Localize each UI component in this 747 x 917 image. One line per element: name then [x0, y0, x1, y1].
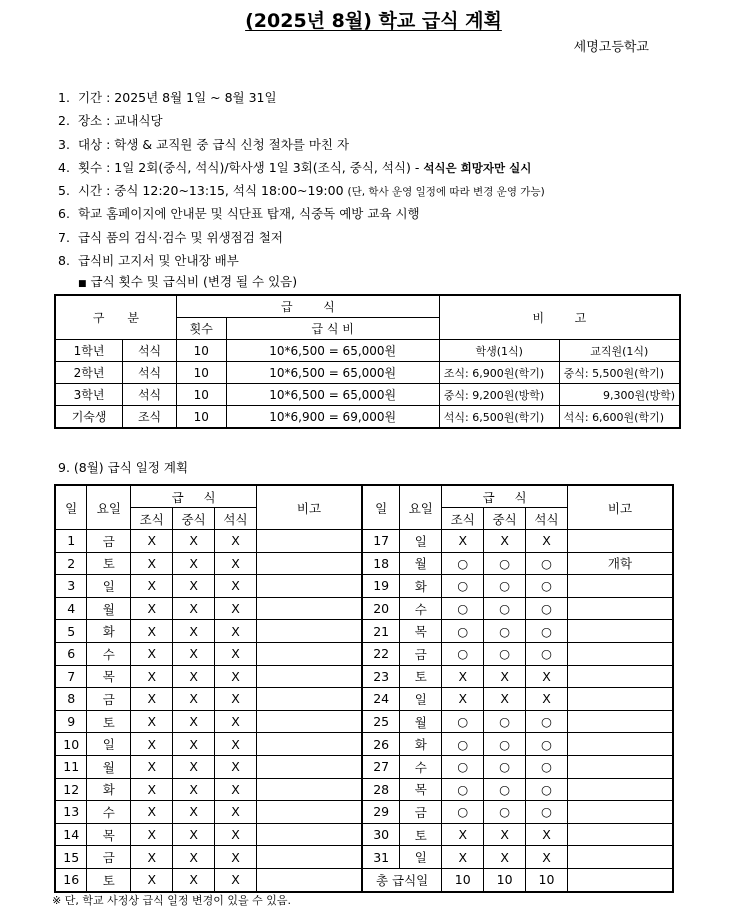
breakfast-cell: X — [131, 575, 173, 598]
note-staff-cell: 9,300원(방학) — [559, 384, 680, 406]
meal-cell: 석식 — [123, 384, 177, 406]
day-cell: 15 — [55, 846, 87, 869]
item-text: 장소 : 교내식당 — [77, 113, 163, 129]
footnote: ※ 단, 학교 사정상 급식 일정 변경이 있을 수 있음. — [52, 894, 291, 907]
dinner-cell: ○ — [526, 778, 568, 801]
grade-cell: 3학년 — [55, 384, 123, 406]
lunch-cell: X — [173, 710, 215, 733]
day-cell: 13 — [55, 801, 87, 824]
item-text: 급식 품의 검식·검수 및 위생점검 철저 — [77, 229, 283, 245]
note-cell — [256, 552, 362, 575]
day-cell: 4 — [55, 597, 87, 620]
header-breakfast: 조식 — [131, 508, 173, 530]
table-row — [55, 868, 673, 891]
note-cell — [256, 846, 362, 869]
breakfast-cell: ○ — [442, 575, 484, 598]
lunch-cell: ○ — [484, 575, 526, 598]
grade-cell: 1학년 — [55, 340, 123, 362]
dinner-cell: X — [215, 688, 257, 711]
dinner-cell: X — [215, 868, 257, 891]
dinner-cell: X — [215, 665, 257, 688]
lunch-cell: X — [173, 823, 215, 846]
breakfast-cell: X — [442, 823, 484, 846]
school-name: 세명고등학교 — [573, 40, 649, 55]
lunch-cell: ○ — [484, 710, 526, 733]
note-cell — [567, 733, 673, 756]
header-dinner: 석식 — [215, 508, 257, 530]
note-cell — [567, 642, 673, 665]
dinner-cell: ○ — [526, 620, 568, 643]
meal-fee-table — [54, 294, 681, 429]
list-item — [58, 156, 545, 179]
table-row — [55, 575, 673, 598]
day-cell: 27 — [362, 755, 400, 778]
lunch-cell: ○ — [484, 801, 526, 824]
list-item — [58, 202, 545, 225]
lunch-cell: X — [173, 575, 215, 598]
weekday-cell: 월 — [400, 710, 442, 733]
total-dinner: 10 — [526, 868, 568, 891]
breakfast-cell: X — [131, 778, 173, 801]
table-row — [55, 665, 673, 688]
table-row — [55, 406, 680, 429]
header-dinner: 석식 — [526, 508, 568, 530]
section-9-heading: 9. (8월) 급식 일정 계획 — [58, 460, 189, 475]
weekday-cell: 토 — [400, 823, 442, 846]
header-note: 비고 — [567, 485, 673, 530]
cost-cell: 10*6,500 = 65,000원 — [226, 362, 439, 384]
dinner-cell: ○ — [526, 755, 568, 778]
weekday-cell: 금 — [87, 688, 131, 711]
breakfast-cell: X — [131, 620, 173, 643]
header-breakfast: 조식 — [442, 508, 484, 530]
weekday-cell: 화 — [87, 620, 131, 643]
lunch-cell: X — [484, 665, 526, 688]
item-text: 횟수 : 1일 2회(중식, 석식)/학사생 1일 3회(조식, 중식, 석식) - — [77, 159, 424, 175]
weekday-cell: 수 — [87, 642, 131, 665]
header-meal: 급 식 — [131, 485, 257, 508]
cost-cell: 10*6,500 = 65,000원 — [226, 340, 439, 362]
lunch-cell: X — [484, 530, 526, 553]
breakfast-cell: X — [131, 733, 173, 756]
table-row — [55, 384, 680, 406]
list-item — [58, 86, 545, 109]
dinner-cell: ○ — [526, 552, 568, 575]
weekday-cell: 목 — [400, 620, 442, 643]
note-cell — [256, 868, 362, 891]
sub-item-text: 급식 횟수 및 급식비 (변경 될 수 있음) — [90, 274, 298, 290]
dinner-cell: X — [215, 642, 257, 665]
count-cell: 10 — [176, 406, 226, 429]
header-count: 횟수 — [176, 318, 226, 340]
day-cell: 16 — [55, 868, 87, 891]
weekday-cell: 목 — [87, 823, 131, 846]
list-item — [58, 109, 545, 132]
dinner-cell: X — [526, 665, 568, 688]
item-emphasis: 석식은 희망자만 실시 — [423, 160, 532, 175]
weekday-cell: 월 — [87, 755, 131, 778]
breakfast-cell: X — [442, 846, 484, 869]
day-cell: 19 — [362, 575, 400, 598]
lunch-cell: X — [173, 642, 215, 665]
item-number: 2. — [58, 113, 70, 129]
table-row — [55, 846, 673, 869]
lunch-cell: X — [173, 620, 215, 643]
weekday-cell: 화 — [400, 733, 442, 756]
note-cell — [567, 801, 673, 824]
lunch-cell: X — [173, 755, 215, 778]
day-cell: 17 — [362, 530, 400, 553]
day-cell: 28 — [362, 778, 400, 801]
note-student-cell: 조식: 6,900원(학기) — [439, 362, 559, 384]
breakfast-cell: X — [131, 846, 173, 869]
weekday-cell: 토 — [87, 552, 131, 575]
note-staff-cell: 중식: 5,500원(학기) — [559, 362, 680, 384]
day-cell: 10 — [55, 733, 87, 756]
lunch-cell: X — [173, 801, 215, 824]
weekday-cell: 일 — [87, 575, 131, 598]
table-row — [55, 620, 673, 643]
note-staff-cell: 석식: 6,600원(학기) — [559, 406, 680, 429]
dinner-cell: X — [215, 710, 257, 733]
breakfast-cell: X — [442, 530, 484, 553]
note-student-cell: 중식: 9,200원(방학) — [439, 384, 559, 406]
day-cell: 9 — [55, 710, 87, 733]
day-cell: 18 — [362, 552, 400, 575]
day-cell: 21 — [362, 620, 400, 643]
square-bullet-icon: ■ — [78, 279, 87, 290]
dinner-cell: X — [215, 778, 257, 801]
lunch-cell: X — [173, 665, 215, 688]
dinner-cell: X — [215, 801, 257, 824]
sub-item — [58, 272, 545, 292]
breakfast-cell: X — [131, 801, 173, 824]
lunch-cell: ○ — [484, 778, 526, 801]
list-item — [58, 133, 545, 156]
list-item — [58, 249, 545, 272]
day-cell: 30 — [362, 823, 400, 846]
header-day: 일 — [362, 485, 400, 530]
dinner-cell: X — [215, 755, 257, 778]
note-cell — [567, 597, 673, 620]
header-day: 일 — [55, 485, 87, 530]
day-cell: 8 — [55, 688, 87, 711]
dinner-cell: X — [215, 823, 257, 846]
breakfast-cell: X — [131, 530, 173, 553]
day-cell: 5 — [55, 620, 87, 643]
grade-cell: 2학년 — [55, 362, 123, 384]
header-lunch: 중식 — [484, 508, 526, 530]
note-cell — [256, 823, 362, 846]
day-cell: 14 — [55, 823, 87, 846]
note-cell — [256, 665, 362, 688]
lunch-cell: X — [173, 868, 215, 891]
breakfast-cell: X — [442, 688, 484, 711]
dinner-cell: X — [215, 530, 257, 553]
list-item — [58, 226, 545, 249]
note-student-cell: 학생(1식) — [439, 340, 559, 362]
note-student-cell: 석식: 6,500원(학기) — [439, 406, 559, 429]
table-row — [55, 755, 673, 778]
weekday-cell: 일 — [400, 846, 442, 869]
lunch-cell: X — [484, 823, 526, 846]
day-cell: 22 — [362, 642, 400, 665]
breakfast-cell: X — [131, 688, 173, 711]
note-cell — [567, 755, 673, 778]
header-weekday: 요일 — [400, 485, 442, 530]
dinner-cell: X — [526, 530, 568, 553]
header-note: 비 고 — [439, 295, 680, 340]
weekday-cell: 토 — [87, 868, 131, 891]
item-number: 7. — [58, 229, 70, 245]
cost-cell: 10*6,500 = 65,000원 — [226, 384, 439, 406]
table-row — [55, 688, 673, 711]
note-cell — [256, 778, 362, 801]
dinner-cell: X — [215, 846, 257, 869]
note-cell — [567, 620, 673, 643]
table-row — [55, 733, 673, 756]
lunch-cell: X — [484, 846, 526, 869]
breakfast-cell: ○ — [442, 620, 484, 643]
day-cell: 3 — [55, 575, 87, 598]
lunch-cell: ○ — [484, 642, 526, 665]
total-lunch: 10 — [484, 868, 526, 891]
cost-cell: 10*6,900 = 69,000원 — [226, 406, 439, 429]
breakfast-cell: X — [131, 597, 173, 620]
note-cell — [256, 710, 362, 733]
lunch-cell: ○ — [484, 755, 526, 778]
meal-schedule-table — [54, 484, 674, 893]
lunch-cell: X — [173, 733, 215, 756]
note-cell — [256, 755, 362, 778]
table-row — [55, 597, 673, 620]
dinner-cell: X — [215, 597, 257, 620]
table-row — [55, 552, 673, 575]
table-row — [55, 340, 680, 362]
day-cell: 25 — [362, 710, 400, 733]
header-lunch: 중식 — [173, 508, 215, 530]
weekday-cell: 일 — [400, 688, 442, 711]
day-cell: 11 — [55, 755, 87, 778]
table-row — [55, 530, 673, 553]
note-cell — [567, 530, 673, 553]
breakfast-cell: X — [131, 823, 173, 846]
dinner-cell: X — [526, 688, 568, 711]
breakfast-cell: ○ — [442, 733, 484, 756]
breakfast-cell: ○ — [442, 710, 484, 733]
item-text: 대상 : 학생 & 교직원 중 급식 신청 절차를 마친 자 — [77, 136, 350, 152]
note-cell — [256, 801, 362, 824]
note-cell — [256, 597, 362, 620]
note-cell — [256, 733, 362, 756]
note-cell — [256, 530, 362, 553]
header-meal: 급 식 — [176, 295, 439, 318]
dinner-cell: ○ — [526, 642, 568, 665]
breakfast-cell: ○ — [442, 552, 484, 575]
item-text: 급식비 고지서 및 안내장 배부 — [77, 253, 239, 269]
header-meal: 급 식 — [442, 485, 568, 508]
weekday-cell: 일 — [400, 530, 442, 553]
dinner-cell: ○ — [526, 710, 568, 733]
day-cell: 1 — [55, 530, 87, 553]
day-cell: 29 — [362, 801, 400, 824]
meal-cell: 조식 — [123, 406, 177, 429]
dinner-cell: X — [526, 846, 568, 869]
weekday-cell: 목 — [87, 665, 131, 688]
note-cell — [567, 778, 673, 801]
header-cost: 급 식 비 — [226, 318, 439, 340]
breakfast-cell: ○ — [442, 801, 484, 824]
note-cell — [256, 575, 362, 598]
weekday-cell: 일 — [87, 733, 131, 756]
total-label: 총 급식일 — [362, 868, 442, 891]
dinner-cell: ○ — [526, 733, 568, 756]
item-number: 3. — [58, 136, 70, 152]
note-cell — [567, 846, 673, 869]
lunch-cell: ○ — [484, 733, 526, 756]
item-number: 4. — [58, 159, 70, 175]
lunch-cell: X — [173, 846, 215, 869]
table-row — [55, 642, 673, 665]
header-weekday: 요일 — [87, 485, 131, 530]
dinner-cell: X — [215, 552, 257, 575]
note-cell — [256, 642, 362, 665]
lunch-cell: X — [173, 778, 215, 801]
header-category: 구 분 — [55, 295, 176, 340]
plan-items — [58, 86, 545, 292]
weekday-cell: 토 — [400, 665, 442, 688]
lunch-cell: X — [173, 530, 215, 553]
note-cell — [567, 868, 673, 891]
breakfast-cell: X — [131, 868, 173, 891]
breakfast-cell: ○ — [442, 597, 484, 620]
lunch-cell: ○ — [484, 597, 526, 620]
dinner-cell: X — [215, 733, 257, 756]
item-text: 기간 : 2025년 8월 1일 ~ 8월 31일 — [77, 90, 277, 105]
breakfast-cell: X — [131, 755, 173, 778]
weekday-cell: 월 — [87, 597, 131, 620]
count-cell: 10 — [176, 384, 226, 406]
lunch-cell: X — [173, 552, 215, 575]
note-cell — [256, 688, 362, 711]
breakfast-cell: ○ — [442, 755, 484, 778]
meal-cell: 석식 — [123, 362, 177, 384]
item-text: 시간 : 중식 12:20~13:15, 석식 18:00~19:00 — [77, 183, 348, 199]
weekday-cell: 금 — [87, 530, 131, 553]
dinner-cell: ○ — [526, 801, 568, 824]
item-number: 6. — [58, 206, 70, 222]
weekday-cell: 수 — [400, 755, 442, 778]
header-note: 비고 — [256, 485, 362, 530]
note-cell — [567, 575, 673, 598]
weekday-cell: 금 — [400, 642, 442, 665]
title-text: (2025년 8월) 학교 급식 계획 — [245, 10, 502, 32]
day-cell: 7 — [55, 665, 87, 688]
weekday-cell: 수 — [87, 801, 131, 824]
breakfast-cell: X — [131, 642, 173, 665]
breakfast-cell: X — [442, 665, 484, 688]
lunch-cell: X — [484, 688, 526, 711]
breakfast-cell: X — [131, 710, 173, 733]
table-row — [55, 362, 680, 384]
note-cell — [567, 688, 673, 711]
dinner-cell: ○ — [526, 597, 568, 620]
weekday-cell: 금 — [87, 846, 131, 869]
lunch-cell: X — [173, 688, 215, 711]
day-cell: 24 — [362, 688, 400, 711]
total-breakfast: 10 — [442, 868, 484, 891]
note-cell: 개학 — [567, 552, 673, 575]
grade-cell: 기숙생 — [55, 406, 123, 429]
lunch-cell: ○ — [484, 620, 526, 643]
lunch-cell: ○ — [484, 552, 526, 575]
breakfast-cell: ○ — [442, 642, 484, 665]
dinner-cell: X — [526, 823, 568, 846]
table-row — [55, 778, 673, 801]
list-item — [58, 179, 545, 202]
day-cell: 12 — [55, 778, 87, 801]
day-cell: 20 — [362, 597, 400, 620]
weekday-cell: 목 — [400, 778, 442, 801]
item-number: 8. — [58, 253, 70, 269]
count-cell: 10 — [176, 340, 226, 362]
lunch-cell: X — [173, 597, 215, 620]
item-note: (단, 학사 운영 일정에 따라 변경 운영 가능) — [347, 186, 545, 199]
note-cell — [567, 710, 673, 733]
day-cell: 2 — [55, 552, 87, 575]
item-text: 학교 홈페이지에 안내문 및 식단표 탑재, 식중독 예방 교육 시행 — [77, 206, 420, 222]
weekday-cell: 화 — [400, 575, 442, 598]
weekday-cell: 월 — [400, 552, 442, 575]
breakfast-cell: X — [131, 552, 173, 575]
dinner-cell: X — [215, 575, 257, 598]
item-number: 1. — [58, 90, 70, 105]
page-title — [0, 6, 747, 33]
dinner-cell: X — [215, 620, 257, 643]
item-number: 5. — [58, 183, 70, 199]
meal-cell: 석식 — [123, 340, 177, 362]
weekday-cell: 화 — [87, 778, 131, 801]
weekday-cell: 토 — [87, 710, 131, 733]
note-cell — [567, 823, 673, 846]
count-cell: 10 — [176, 362, 226, 384]
note-cell — [256, 620, 362, 643]
note-cell — [567, 665, 673, 688]
table-row — [55, 823, 673, 846]
day-cell: 26 — [362, 733, 400, 756]
table-row — [55, 710, 673, 733]
breakfast-cell: ○ — [442, 778, 484, 801]
weekday-cell: 금 — [400, 801, 442, 824]
breakfast-cell: X — [131, 665, 173, 688]
day-cell: 31 — [362, 846, 400, 869]
dinner-cell: ○ — [526, 575, 568, 598]
day-cell: 6 — [55, 642, 87, 665]
weekday-cell: 수 — [400, 597, 442, 620]
table-row — [55, 801, 673, 824]
note-staff-cell: 교직원(1식) — [559, 340, 680, 362]
day-cell: 23 — [362, 665, 400, 688]
